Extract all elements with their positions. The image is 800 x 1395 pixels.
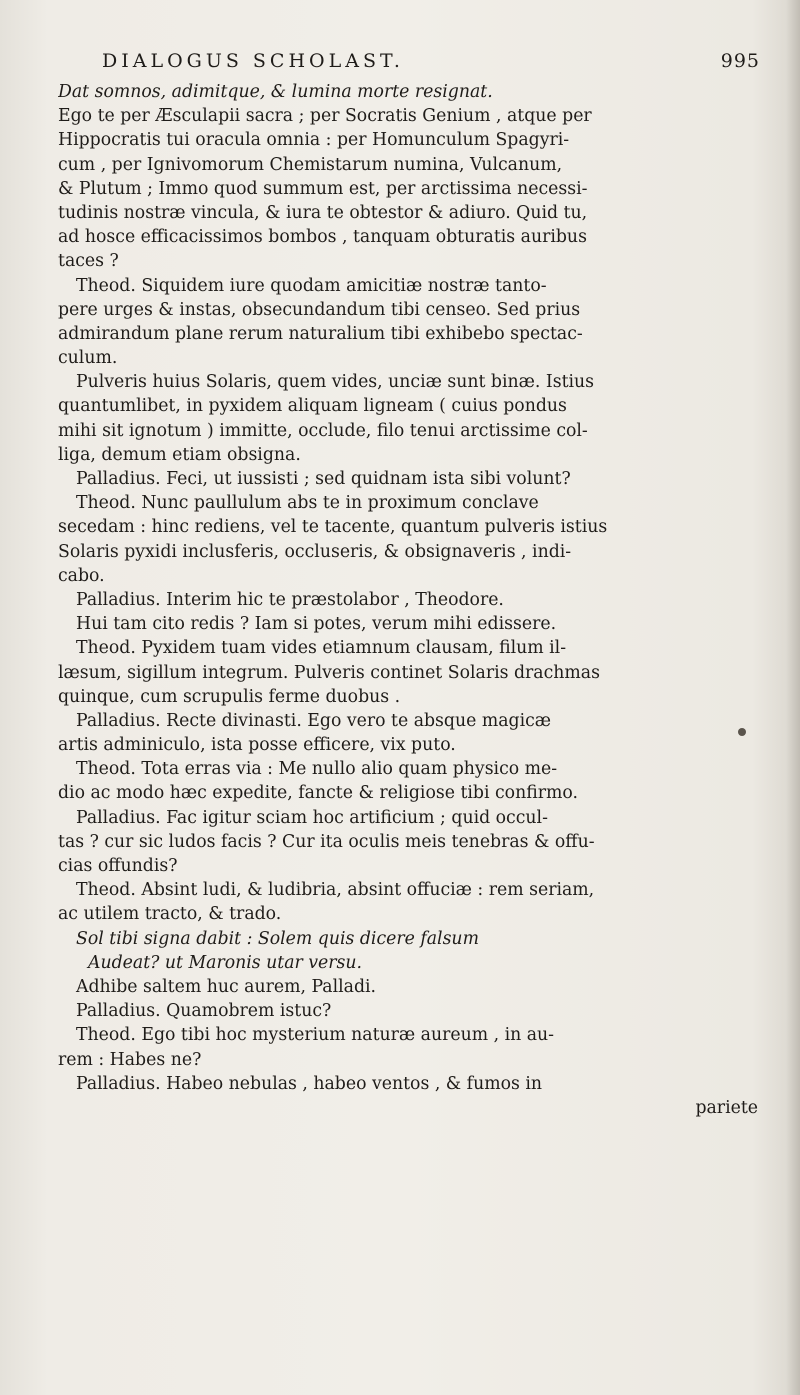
ink-blot [738, 728, 746, 736]
text-line: & Plutum ; Immo quod summum est, per arctissima necessi- [58, 178, 588, 199]
speaker-line: Palladius. Habeo nebulas , habeo ventos , & fumos in [76, 1073, 543, 1094]
speaker-line: Theod. Pyxidem tuam vides etiamnum clausam, filum il- [76, 638, 567, 659]
text-line: ad hosce efficacissimos bombos , tanquam obturatis auribus [58, 227, 587, 248]
text-line: dio ac modo hæc expedite, fancte & religiose tibi confirmo. [58, 783, 578, 804]
page-number: 995 [720, 50, 760, 72]
speaker-line: Palladius. Recte divinasti. Ego vero te absque magicæ [76, 710, 552, 731]
text-line: quinque, cum scrupulis ferme duobus . [58, 686, 401, 707]
page-edge-shadow [786, 0, 800, 1395]
speaker-line: Palladius. Fac igitur sciam hoc artificium ; quid occul- [76, 807, 548, 828]
text-line: læsum, sigillum integrum. Pulveris continet Solaris drachmas [58, 662, 600, 683]
text-line: Hui tam cito redis ? Iam si potes, verum mihi edissere. [76, 614, 557, 635]
speaker-line: Theod. Siquidem iure quodam amicitiæ nostræ tanto- [76, 275, 547, 296]
speaker-line: Palladius. Quamobrem istuc? [76, 1001, 332, 1022]
speaker-line: Theod. Nunc paullulum abs te in proximum conclave [76, 493, 539, 514]
speaker-line: Theod. Tota erras via : Me nullo alio quam physico me- [76, 759, 558, 780]
text-line: rem : Habes ne? [58, 1049, 202, 1070]
speaker-line: Palladius. Interim hic te præstolabor , Theodore. [76, 589, 504, 610]
text-line: quantumlibet, in pyxidem aliquam ligneam ( cuius pondus [58, 396, 567, 417]
text-line: secedam : hinc rediens, vel te tacente, quantum pulveris istius [58, 517, 608, 538]
text-line: cabo. [58, 565, 105, 586]
text-line: liga, demum etiam obsigna. [58, 444, 301, 465]
text-line: pere urges & instas, obsecundandum tibi censeo. Sed prius [58, 299, 581, 320]
speaker-line: Theod. Absint ludi, & ludibria, absint offuciæ : rem seriam, [76, 880, 595, 901]
text-line: mihi sit ignotum ) immitte, occlude, filo tenui arctissime col- [58, 420, 588, 441]
running-head: DIALOGUS SCHOLAST. [102, 50, 404, 72]
text-line: cias offundis? [58, 856, 178, 876]
text-line: Solaris pyxidi inclusferis, occluseris, & obsignaveris , indi- [58, 541, 572, 562]
verse-line: Sol tibi signa dabit : Solem quis dicere falsum [76, 928, 479, 949]
verse-line: Audeat? ut Maronis utar versu. [88, 952, 363, 973]
text-line: ac utilem tracto, & trado. [58, 904, 282, 925]
text-line: cum , per Ignivomorum Chemistarum numina, Vulcanum, [58, 154, 563, 175]
text-line: artis adminiculo, ista posse efficere, vix puto. [58, 735, 456, 756]
text-line: admirandum plane rerum naturalium tibi exhibebo spectac- [58, 323, 583, 344]
catchword: pariete [695, 1097, 758, 1118]
page-header [102, 50, 760, 80]
text-line: taces ? [58, 251, 119, 272]
text-line: tas ? cur sic ludos facis ? Cur ita oculis meis tenebras & offu- [58, 831, 595, 852]
text-line: Ego te per Æsculapii sacra ; per Socratis Genium , atque per [58, 106, 592, 127]
speaker-line: Theod. Ego tibi hoc mysterium naturæ aureum , in au- [76, 1025, 555, 1046]
text-line: Adhibe saltem huc aurem, Palladi. [76, 976, 377, 997]
text-line: culum. [58, 348, 118, 369]
text-body [58, 80, 776, 1120]
text-line: tudinis nostræ vincula, & iura te obtestor & adiuro. Quid tu, [58, 202, 588, 223]
text-line: Hippocratis tui oracula omnia : per Homunculum Spagyri- [58, 130, 570, 151]
speaker-line: Palladius. Feci, ut iussisti ; sed quidnam ista sibi volunt? [76, 469, 571, 489]
text-line: Pulveris huius Solaris, quem vides, unciæ sunt binæ. Istius [76, 372, 595, 393]
verse-line: Dat somnos, adimitque, & lumina morte resignat. [58, 82, 493, 102]
